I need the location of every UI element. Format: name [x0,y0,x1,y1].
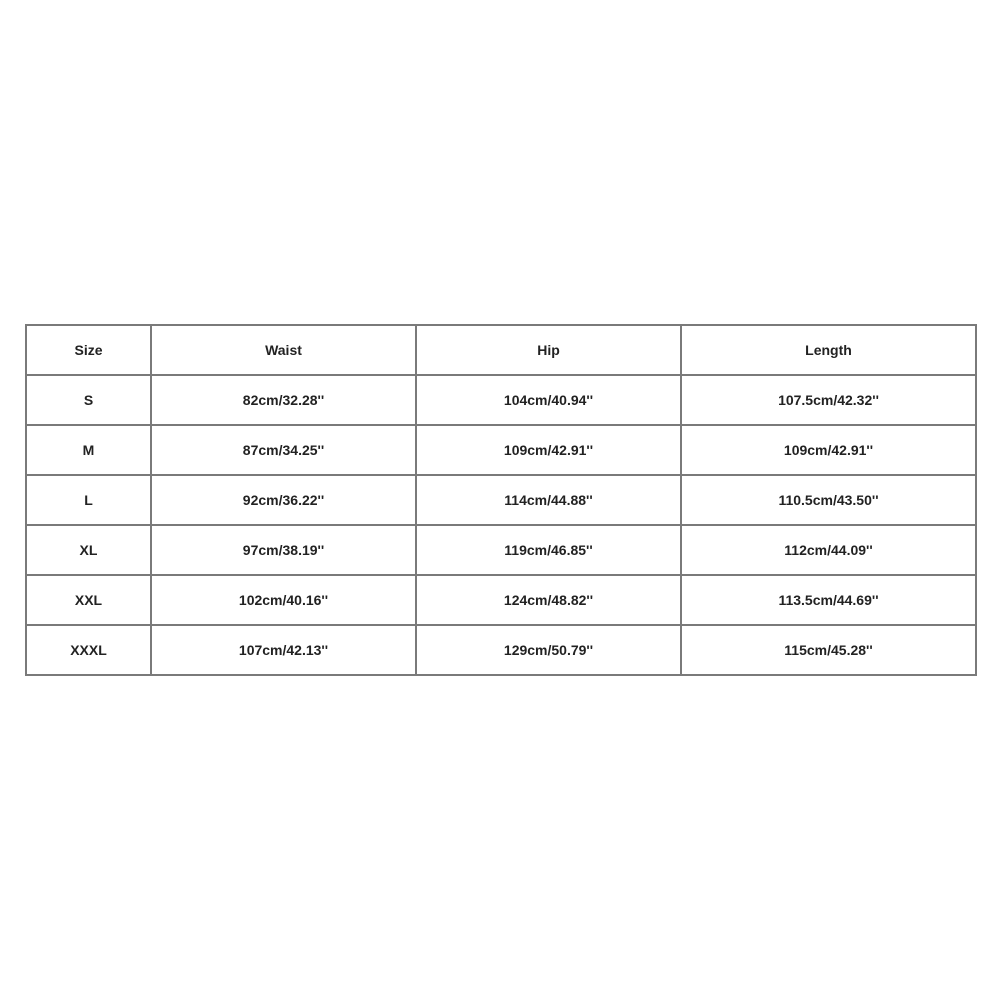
table-row [26,625,976,675]
header-size: Size [26,325,151,375]
table-row [26,475,976,525]
waist-cell: 92cm/36.22'' [151,475,416,525]
size-cell: XXL [26,575,151,625]
header-length: Length [681,325,976,375]
length-cell: 110.5cm/43.50'' [681,475,976,525]
length-cell: 115cm/45.28'' [681,625,976,675]
header-hip: Hip [416,325,681,375]
size-cell: XXXL [26,625,151,675]
waist-cell: 82cm/32.28'' [151,375,416,425]
table-row [26,375,976,425]
size-cell: M [26,425,151,475]
table-row [26,575,976,625]
hip-cell: 129cm/50.79'' [416,625,681,675]
waist-cell: 107cm/42.13'' [151,625,416,675]
table-row [26,525,976,575]
size-cell: S [26,375,151,425]
size-chart-table [25,324,977,676]
length-cell: 112cm/44.09'' [681,525,976,575]
hip-cell: 109cm/42.91'' [416,425,681,475]
header-waist: Waist [151,325,416,375]
length-cell: 107.5cm/42.32'' [681,375,976,425]
waist-cell: 97cm/38.19'' [151,525,416,575]
hip-cell: 119cm/46.85'' [416,525,681,575]
header-row [26,325,976,375]
size-cell: L [26,475,151,525]
length-cell: 113.5cm/44.69'' [681,575,976,625]
hip-cell: 124cm/48.82'' [416,575,681,625]
waist-cell: 102cm/40.16'' [151,575,416,625]
table-row [26,425,976,475]
hip-cell: 104cm/40.94'' [416,375,681,425]
hip-cell: 114cm/44.88'' [416,475,681,525]
waist-cell: 87cm/34.25'' [151,425,416,475]
size-cell: XL [26,525,151,575]
length-cell: 109cm/42.91'' [681,425,976,475]
